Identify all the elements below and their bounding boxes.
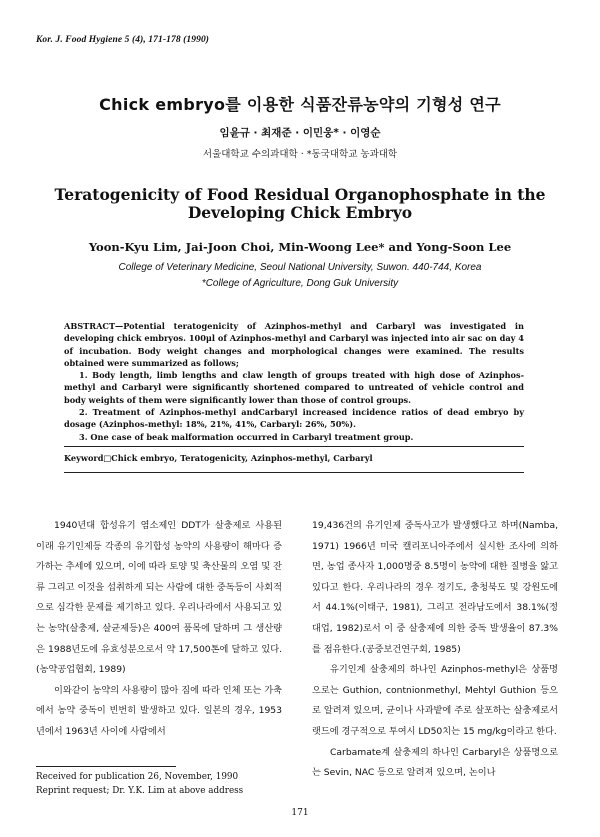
body-left-column xyxy=(36,516,282,743)
footnote-rule xyxy=(36,766,176,767)
body-paragraph: 19,436건의 유기인제 중독사고가 발생했다고 하며(Namba, 1971) 1966년 미국 캘리포니아주에서 실시한 조사에 의하면, 농업 종사자 1,000명중 8.5명이 농약에 대한 질병을 앓고 있다고 한다. 우리나라의 경우 경기도, 충청북도 및 강원도에서 44.1%(이태구, 1981), 그리고 전라남도에서 38.1%(정대업, 1982)로서 이 중 살충제에 의한 중독 발생율이 87.3%를 점유한다.(공중보건연구회, 1985) xyxy=(312,520,558,655)
keywords-top-rule xyxy=(64,446,524,447)
keywords-bottom-rule xyxy=(64,472,524,473)
english-title-line1: Teratogenicity of Food Residual Organophosphate in the xyxy=(54,185,546,204)
korean-title: Chick embryo를 이용한 식품잔류농약의 기형성 연구 xyxy=(99,95,501,114)
affiliation-line2: *College of Agriculture, Dong Guk University xyxy=(201,278,399,289)
abstract-point-2: 2. Treatment of Azinphos-methyl andCarbaryl increased incidence ratios of dead embryo by dosage (Azinphos-methyl: 18%, 21%, 41%, Carbaryl: 26%, 50%). xyxy=(64,407,524,430)
page-number: 171 xyxy=(291,808,309,818)
abstract-point-3: 3. One case of beak malformation occurred in Carbaryl treatment group. xyxy=(79,431,414,442)
abstract xyxy=(64,320,524,443)
korean-authors: 임윤규 · 최재준 · 이민웅* · 이영순 xyxy=(219,127,381,139)
body-paragraph: Carbamate계 살충제의 하나인 Carbaryl은 상품명으로는 Sevin, NAC 등으로 알려져 있으며, 논이나 xyxy=(312,746,558,779)
abstract-intro: ABSTRACT—Potential teratogenicity of Azinphos-methyl and Carbaryl was investigated in developing chick embryos. 100μl of Azinphos-methyl and Carbaryl was injected into air sac on day 4 of incubation. Body weight changes and morphological changes were examined. The results obtained were summarized as follows; xyxy=(64,321,524,368)
affiliation-line1: College of Veterinary Medicine, Seoul National University, Suwon. 440-744, Korea xyxy=(118,262,482,273)
body-paragraph: 이와같이 농약의 사용량이 많아 짐에 따라 인체 또는 가축에서 농약 중독이 빈번히 발생하고 있다. 일본의 경우, 1953년에서 1963년 사이에 사람에서 xyxy=(36,684,282,737)
journal-header: Kor. J. Food Hygiene 5 (4), 171-178 (1990) xyxy=(36,35,210,45)
body-paragraph: 1940년대 합성유기 염소제인 DDT가 살충제로 사용된 이래 유기인제등 각종의 유기합성 농약의 사용량이 해마다 증가하는 추세에 있으며, 이에 따라 토양 및 축산물의 오염 및 잔류 그리고 이것을 섭취하게 되는 사람에 대한 중독등이 사회적으로 심각한 문제를 제기하고 있다. 우리나라에서 사용되고 있는 농약(살충제, 살균제등)은 400여 품목에 달하며 그 생산량은 1988년도에 유효성분으로서 약 17,500톤에 달하고 있다.(농약공업협회, 1989) xyxy=(36,520,282,676)
body-right-column xyxy=(312,516,558,784)
abstract-point-1: 1. Body length, limb lengths and claw length of groups treated with high dose of Azinphos-methyl and Carbaryl were significantly shortened compared to untreated of vehicle control and body weights of them were significantly lower than those of control groups. xyxy=(64,370,524,405)
keywords: Keyword□Chick embryo, Teratogenicity, Azinphos-methyl, Carbaryl xyxy=(64,453,373,463)
english-affiliation xyxy=(0,260,600,292)
korean-affiliation: 서울대학교 수의과대학 · *동국대학교 농과대학 xyxy=(202,149,398,160)
english-title xyxy=(0,186,600,222)
footnote-reprint: Reprint request; Dr. Y.K. Lim at above address xyxy=(36,785,244,796)
footnote xyxy=(36,771,243,798)
body-paragraph: 유기인계 살충제의 하나인 Azinphos-methyl은 상품명으로는 Guthion, contnionmethyl, Mehtyl Guthion 등으로 알려져 있으며, 균이나 사과밭에 주로 살포하는 살충제로서 랫드에 경구적으로 투여시 LD50치는 15 mg/kg이라고 한다. xyxy=(312,664,558,737)
english-authors: Yoon-Kyu Lim, Jai-Joon Choi, Min-Woong Lee* and Yong-Soon Lee xyxy=(88,240,512,254)
english-title-line2: Developing Chick Embryo xyxy=(187,203,413,222)
footnote-received: Received for publication 26, November, 1990 xyxy=(36,772,239,782)
